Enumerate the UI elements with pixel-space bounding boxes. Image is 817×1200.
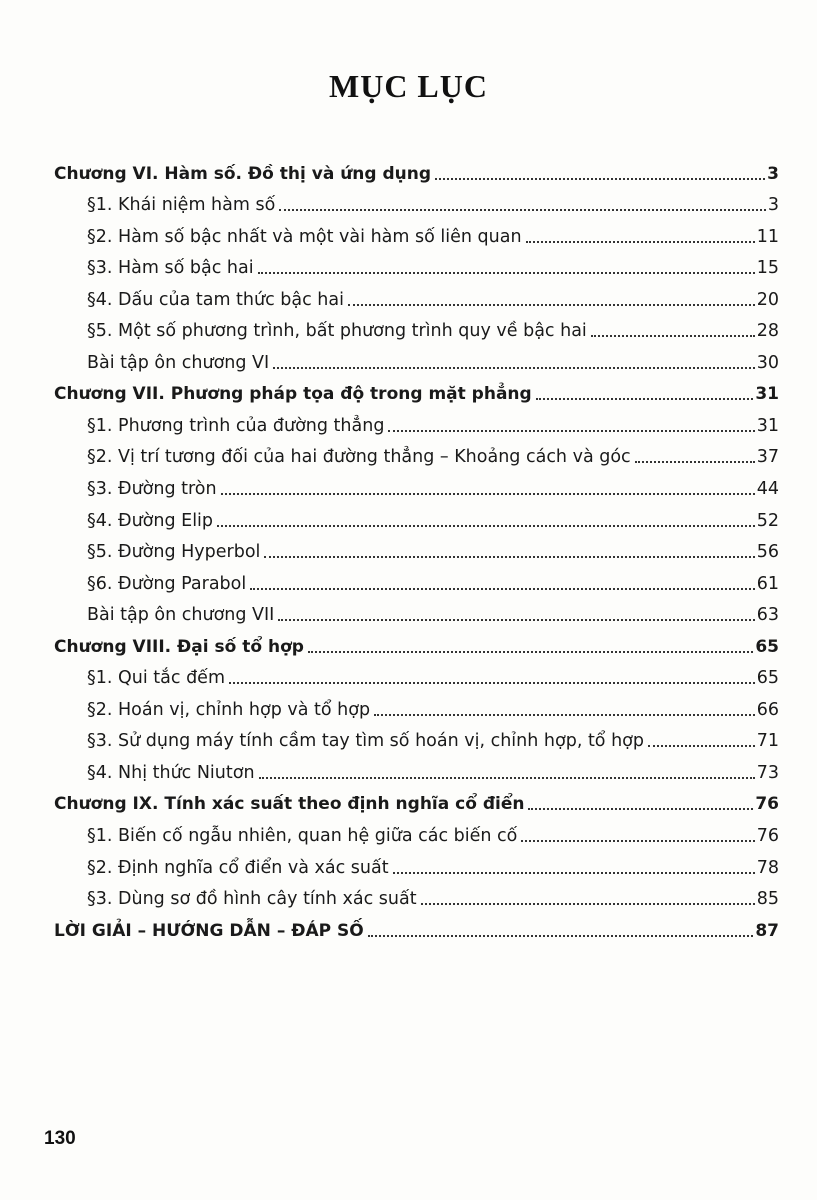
toc-entry-page-number: 52 <box>756 510 779 531</box>
dot-leader <box>229 682 755 684</box>
toc-entry-label: LỜI GIẢI – HƯỚNG DẪN – ĐÁP SỐ <box>54 920 364 941</box>
toc-entry-label: §1. Phương trình của đường thẳng <box>87 415 385 436</box>
table-of-contents <box>0 153 817 942</box>
dot-leader <box>217 525 755 527</box>
toc-entry-label: §1. Biến cố ngẫu nhiên, quan hệ giữa các biến cố <box>87 826 518 847</box>
toc-chapter-entry <box>0 153 817 185</box>
toc-chapter-entry <box>0 910 817 942</box>
toc-entry-page-number: 20 <box>756 289 779 310</box>
dot-leader <box>393 872 755 874</box>
dot-leader <box>279 209 766 211</box>
dot-leader <box>536 398 754 400</box>
toc-entry-label: §2. Vị trí tương đối của hai đường thẳng – Khoảng cách và góc <box>87 447 631 468</box>
toc-section-entry <box>0 248 817 280</box>
toc-section-entry <box>0 468 817 500</box>
toc-entry-label: §6. Đường Parabol <box>87 573 247 594</box>
toc-entry-page-number: 31 <box>755 384 779 405</box>
toc-section-entry <box>0 279 817 311</box>
toc-entry-label: §3. Hàm số bậc hai <box>87 258 254 279</box>
toc-section-entry <box>0 216 817 248</box>
toc-entry-label: §3. Dùng sơ đồ hình cây tính xác suất <box>87 889 417 910</box>
toc-entry-label: §5. Một số phương trình, bất phương trình quy về bậc hai <box>87 321 587 342</box>
toc-entry-page-number: 11 <box>756 226 779 247</box>
page-number: 130 <box>44 1128 76 1149</box>
toc-entry-page-number: 71 <box>756 731 779 752</box>
toc-entry-page-number: 85 <box>756 889 779 910</box>
toc-section-entry <box>0 752 817 784</box>
dot-leader <box>648 745 755 747</box>
toc-entry-label: §5. Đường Hyperbol <box>87 542 261 563</box>
page-title: MỤC LỤC <box>329 68 488 104</box>
toc-entry-page-number: 15 <box>756 258 779 279</box>
toc-entry-page-number: 65 <box>755 636 779 657</box>
toc-entry-page-number: 76 <box>756 826 779 847</box>
dot-leader <box>264 556 754 558</box>
toc-entry-label: §2. Hoán vị, chỉnh hợp và tổ hợp <box>87 699 371 720</box>
toc-entry-page-number: 61 <box>756 573 779 594</box>
toc-entry-page-number: 65 <box>756 668 779 689</box>
dot-leader <box>368 935 754 937</box>
toc-section-entry <box>0 185 817 217</box>
toc-section-entry <box>0 721 817 753</box>
toc-chapter-entry <box>0 784 817 816</box>
toc-chapter-entry <box>0 626 817 658</box>
toc-section-entry <box>0 658 817 690</box>
toc-section-entry <box>0 563 817 595</box>
dot-leader <box>250 588 755 590</box>
toc-entry-page-number: 78 <box>756 857 779 878</box>
toc-entry-page-number: 73 <box>756 762 779 783</box>
toc-section-entry <box>0 405 817 437</box>
toc-entry-label: §1. Qui tắc đếm <box>87 668 225 689</box>
toc-entry-label: §1. Khái niệm hàm số <box>87 195 276 216</box>
dot-leader <box>308 651 753 653</box>
toc-entry-label: §4. Đường Elip <box>87 510 214 531</box>
toc-entry-label: Chương VIII. Đại số tổ hợp <box>54 636 304 657</box>
toc-section-entry <box>0 500 817 532</box>
toc-section-entry <box>0 595 817 627</box>
toc-entry-label: §4. Dấu của tam thức bậc hai <box>87 289 344 310</box>
toc-entry-label: Chương IX. Tính xác suất theo định nghĩa cổ điển <box>54 794 525 815</box>
dot-leader <box>278 619 754 621</box>
toc-entry-page-number: 66 <box>756 699 779 720</box>
toc-section-entry <box>0 847 817 879</box>
toc-entry-label: Chương VII. Phương pháp tọa độ trong mặt phẳng <box>54 384 532 405</box>
toc-entry-page-number: 44 <box>756 479 779 500</box>
toc-entry-label: Chương VI. Hàm số. Đồ thị và ứng dụng <box>54 163 432 184</box>
dot-leader <box>521 840 754 842</box>
toc-section-entry <box>0 311 817 343</box>
toc-entry-label: §2. Hàm số bậc nhất và một vài hàm số liên quan <box>87 226 522 247</box>
toc-entry-label: Bài tập ôn chương VI <box>87 352 270 373</box>
toc-entry-label: §2. Định nghĩa cổ điển và xác suất <box>87 857 389 878</box>
toc-entry-label: §3. Sử dụng máy tính cầm tay tìm số hoán vị, chỉnh hợp, tổ hợp <box>87 731 644 752</box>
toc-entry-label: §3. Đường tròn <box>87 479 217 500</box>
toc-entry-page-number: 56 <box>756 542 779 563</box>
toc-entry-page-number: 76 <box>755 794 779 815</box>
toc-entry-label: Bài tập ôn chương VII <box>87 605 275 626</box>
dot-leader <box>635 461 755 463</box>
dot-leader <box>374 714 755 716</box>
toc-chapter-entry <box>0 374 817 406</box>
toc-section-entry <box>0 532 817 564</box>
toc-section-entry <box>0 342 817 374</box>
dot-leader <box>388 430 754 432</box>
dot-leader <box>221 493 755 495</box>
toc-entry-page-number: 37 <box>756 447 779 468</box>
dot-leader <box>259 777 755 779</box>
dot-leader <box>258 272 755 274</box>
toc-entry-label: §4. Nhị thức Niutơn <box>87 762 255 783</box>
toc-section-entry <box>0 689 817 721</box>
toc-entry-page-number: 87 <box>755 920 779 941</box>
toc-entry-page-number: 31 <box>756 415 779 436</box>
toc-entry-page-number: 30 <box>756 352 779 373</box>
toc-entry-page-number: 3 <box>767 163 779 184</box>
toc-entry-page-number: 28 <box>756 321 779 342</box>
toc-section-entry <box>0 879 817 911</box>
dot-leader <box>273 367 755 369</box>
dot-leader <box>528 808 753 810</box>
dot-leader <box>348 304 755 306</box>
toc-section-entry <box>0 437 817 469</box>
dot-leader <box>526 241 755 243</box>
toc-section-entry <box>0 815 817 847</box>
dot-leader <box>591 335 755 337</box>
dot-leader <box>435 178 765 180</box>
toc-entry-page-number: 63 <box>756 605 779 626</box>
dot-leader <box>421 903 755 905</box>
toc-entry-page-number: 3 <box>767 195 779 216</box>
